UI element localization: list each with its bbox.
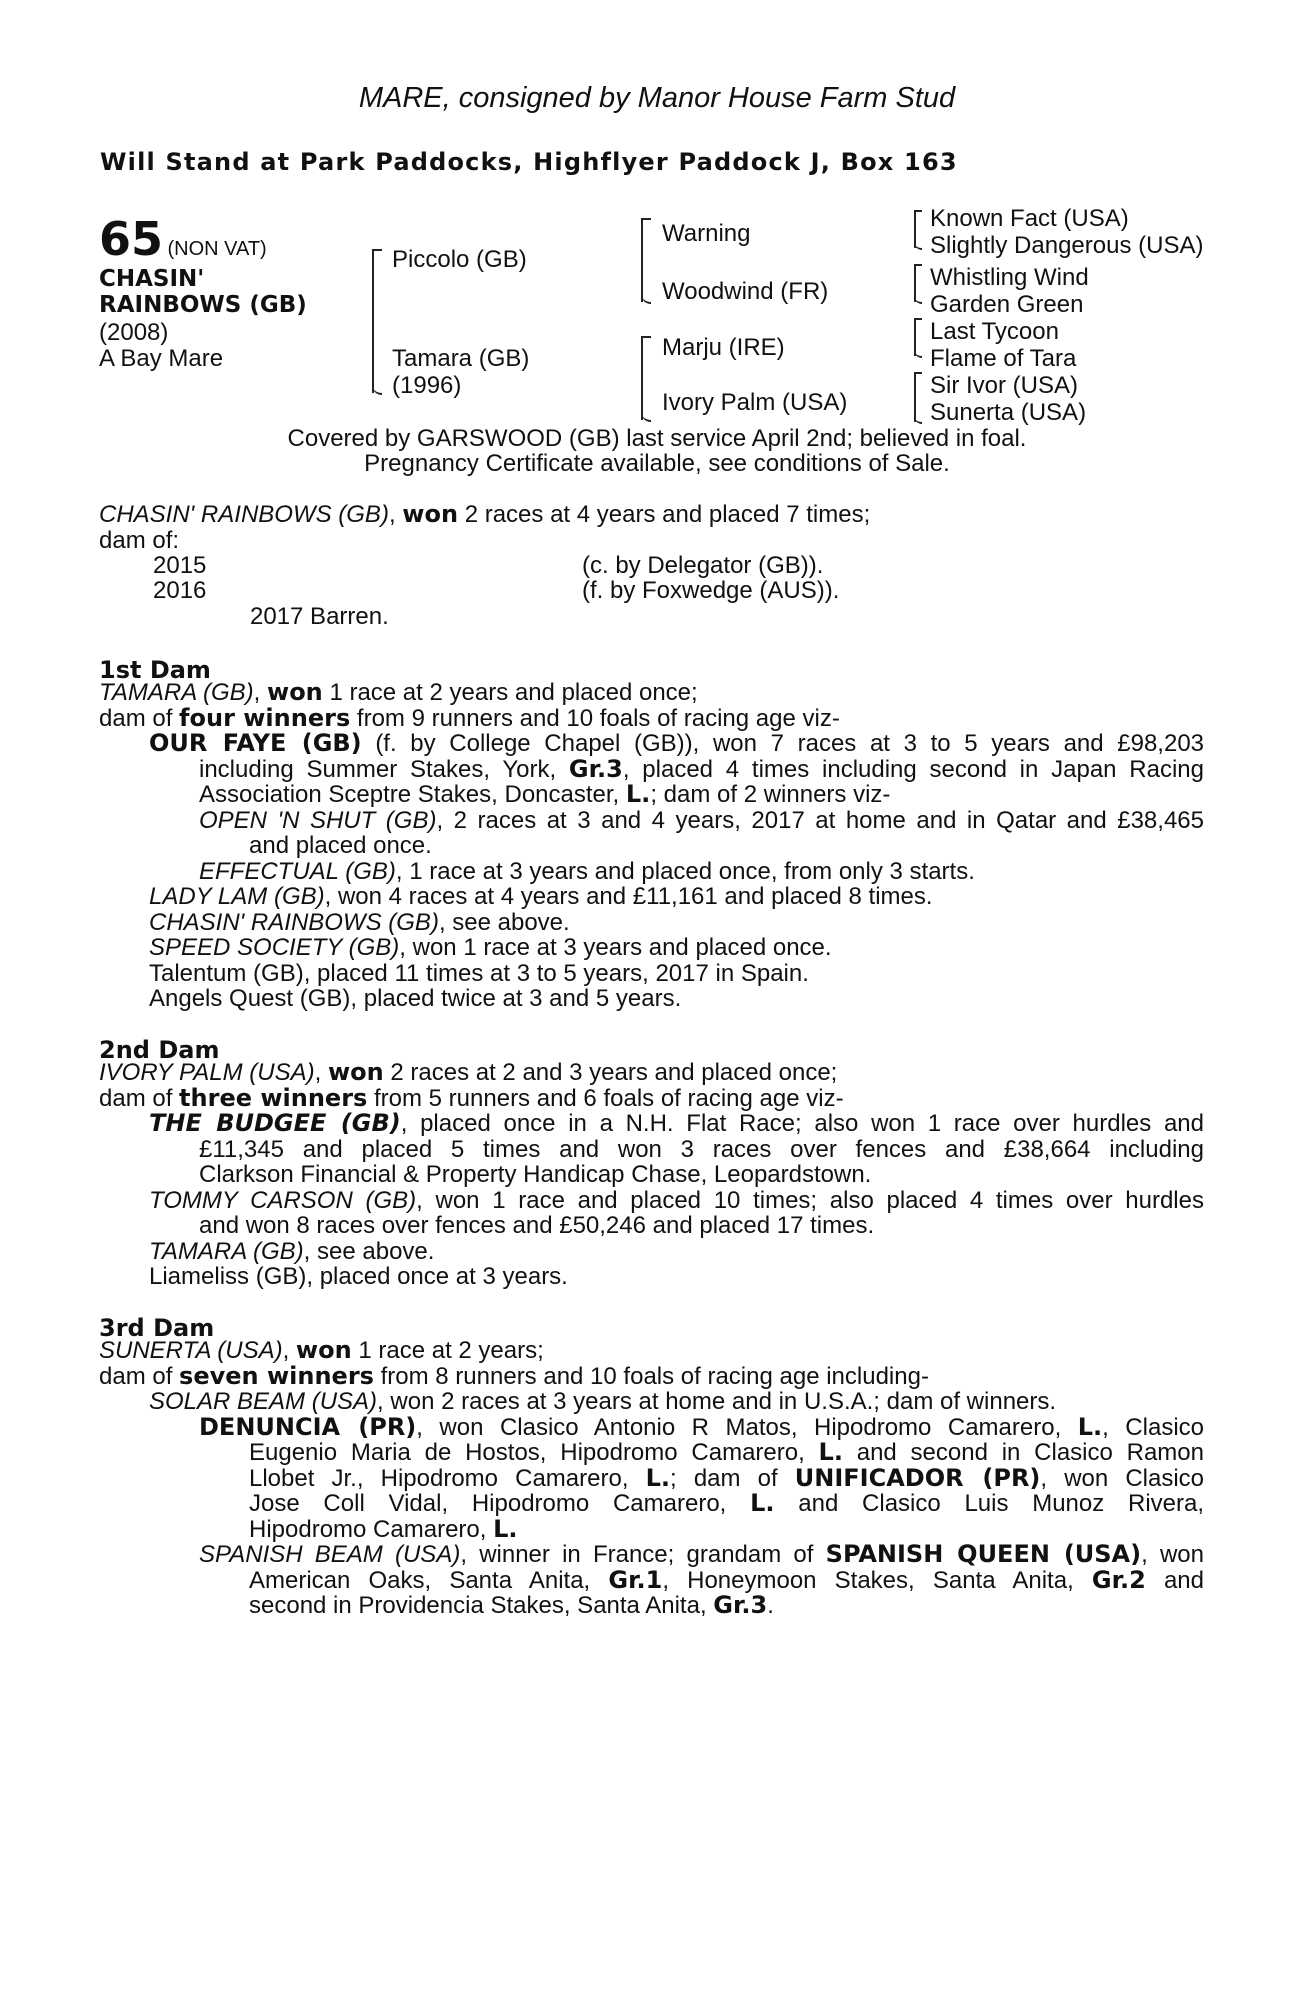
pedigree-g4: Garden Green [930, 291, 1084, 318]
third-dam-name: SUNERTA (USA) [99, 1337, 283, 1364]
progeny-denuncia [199, 1412, 1204, 1441]
vat-status: (NON VAT) [167, 238, 267, 260]
progeny-solar-beam [149, 1389, 1204, 1415]
line-text [249, 1514, 1204, 1543]
pedigree-sire: Piccolo (GB) [392, 246, 527, 273]
line-text: , won 4 races at 4 years and £11,161 and placed 8 times. [324, 883, 933, 910]
line-text: Hipodromo Camarero, [249, 1515, 487, 1543]
line-text: second in Providencia Stakes, Santa Anita, [249, 1592, 707, 1619]
first-dam-heading: 1st Dam [99, 656, 211, 684]
grade: Gr.1 [608, 1565, 663, 1594]
mare-record: 2 races at 4 years and placed 7 times; [464, 501, 871, 528]
line-text: Jose Coll Vidal, Hipodromo Camarero, [249, 1490, 727, 1517]
line-text: Association Sceptre Stakes, Doncaster, [199, 781, 620, 808]
foals-info: from 9 runners and 10 foals of racing age viz- [350, 704, 840, 732]
progeny-chasin-rainbows [149, 910, 1204, 936]
pedigree-g7: Sir Ivor (USA) [930, 372, 1079, 399]
third-dam-heading: 3rd Dam [99, 1314, 215, 1342]
produce-barren: 2017 Barren. [250, 603, 389, 630]
second-dam-record: 2 races at 2 and 3 years and placed once; [390, 1059, 838, 1086]
line-text: Llobet Jr., Hipodromo Camarero, [249, 1464, 629, 1492]
progeny-lady-lam [149, 884, 1204, 910]
horse-name: OPEN 'N SHUT (GB) [199, 806, 437, 834]
horse-name: OUR FAYE (GB) [149, 729, 362, 757]
line-text: , won Clasico Antonio R Matos, Hipodromo Camarero, [416, 1413, 1062, 1441]
dam-of-label: dam of [99, 1084, 180, 1112]
progeny-talentum: Talentum (GB), placed 11 times at 3 to 5 years, 2017 in Spain. [149, 959, 809, 987]
listed: L. [1077, 1412, 1103, 1441]
listed: L. [645, 1463, 671, 1492]
progeny-angels-quest: Angels Quest (GB), placed twice at 3 and 5 years. [149, 985, 682, 1012]
second-dam-heading: 2nd Dam [99, 1036, 220, 1064]
line-text: £11,345 and placed 5 times and won 3 races over fences and £38,664 including [199, 1135, 1204, 1163]
lot-number-line [99, 212, 267, 266]
horse-name-line1: CHASIN' [99, 266, 205, 292]
horse-name: CHASIN' RAINBOWS (GB) [149, 908, 439, 936]
line-text: , won 2 races at 3 years at home and in U.S.A.; dam of winners. [377, 1388, 1057, 1415]
progeny-speed-society [149, 935, 1204, 961]
won-label: won [267, 678, 323, 706]
pedigree-g5: Last Tycoon [930, 318, 1059, 345]
pedigree-g2: Slightly Dangerous (USA) [930, 232, 1204, 259]
line-text: . [767, 1592, 774, 1619]
progeny-spanish-beam [199, 1542, 1204, 1568]
grade: Gr.2 [1091, 1565, 1146, 1594]
pedigree-g1: Known Fact (USA) [930, 205, 1129, 232]
second-dam-name: IVORY PALM (USA) [99, 1059, 315, 1086]
progeny-open-n-shut [199, 808, 1204, 834]
winners-count: four winners [179, 703, 351, 732]
progeny-the-budgee [149, 1111, 1204, 1137]
line-text: , 1 race at 3 years and placed once, from only 3 starts. [395, 857, 975, 885]
progeny-our-faye [149, 731, 1204, 757]
horse-name: SPANISH BEAM (USA) [199, 1541, 461, 1568]
line-text: , won 1 race and placed 10 times; also placed 4 times over hurdles [416, 1186, 1204, 1214]
first-dam-name: TAMARA (GB) [99, 679, 254, 706]
third-dam-section: SUNERTA (USA), won 1 race at 2 years; dam of seven winners from 8 runners and 10 foals of racing age including- SOLAR BEAM (USA), won 2 races at 3 years at home and in U.S.A.; dam of winners. DENUNCIA (PR), won Clasico Antonio R Matos, Hipodromo Camarero, L., Clasico Eugenio Maria de Hostos, Hipodromo Camarero, L. and second in Clasico Ramon Llobet Jr., Hipodromo Camarero, L.; dam of UNIFICADOR (PR), won Clasico Jose Coll Vidal, Hipodromo Camarero, L. and Clasico Luis Munoz Rivera, Hipodromo Camarero, L. SPANISH BEAM (USA), winner in France; grandam of SPANISH QUEEN (USA), won American Oaks, Santa Anita, Gr.1, Honeymoon Stakes, Santa Anita, Gr.2 and second in Providencia Stakes, Santa Anita, Gr.3. [99, 1336, 1205, 1619]
line-text: and won 8 races over fences and £50,246 and placed 17 times. [199, 1212, 875, 1239]
mare-summary: CHASIN' RAINBOWS (GB), won 2 races at 4 years and placed 7 times; dam of: [99, 500, 871, 554]
line-text [249, 1463, 1205, 1492]
won-label: won [295, 1336, 352, 1364]
progeny-tamara [149, 1239, 1204, 1265]
pedigree-dam-dam: Ivory Palm (USA) [662, 389, 848, 416]
line-text: , won [1141, 1541, 1204, 1568]
line-text [249, 1565, 1205, 1594]
produce-year-2016: 2016 [153, 577, 207, 604]
line-text: , 2 races at 3 and 4 years, 2017 at home and in Qatar and £38,465 [436, 806, 1204, 834]
line-text: ; dam of 2 winners viz- [650, 781, 891, 808]
grade: Gr.3 [713, 1591, 768, 1619]
pedigree-sire-dam: Woodwind (FR) [662, 278, 829, 305]
dam-of-label: dam of [99, 1362, 180, 1390]
line-text: (f. by College Chapel (GB)), won 7 races at 3 to 5 years and £98,203 [375, 730, 1205, 757]
second-dam-section: IVORY PALM (USA), won 2 races at 2 and 3 years and placed once; dam of three winners from 5 runners and 6 foals of racing age viz- THE BUDGEE (GB), placed once in a N.H. Flat Race; also won 1 race over hurdles and £11,345 and placed 5 times and won 3 races over fences and £38,664 including Clarkson Financial & Property Handicap Chase, Leopardstown. TOMMY CARSON (GB), won 1 race and placed 10 times; also placed 4 times over hurdles and won 8 races over fences and £50,246 and placed 17 times. TAMARA (GB), see above. Liameliss (GB), placed once at 3 years. [99, 1058, 1204, 1290]
produce-detail-2015: (c. by Delegator (GB)). [582, 552, 824, 579]
line-text [249, 1491, 1204, 1517]
won-label: won [402, 500, 459, 528]
grade: Gr.3 [568, 754, 623, 783]
line-text: , Honeymoon Stakes, Santa Anita, [662, 1566, 1074, 1594]
horse-description: A Bay Mare [99, 345, 224, 372]
line-text: Clarkson Financial & Property Handicap Chase, Leopardstown. [199, 1161, 872, 1188]
pedigree-dam-year: (1996) [392, 372, 462, 399]
pedigree-dam: Tamara (GB) [392, 345, 530, 372]
line-text [249, 1593, 1204, 1619]
line-text: and second in Clasico Ramon [842, 1439, 1204, 1466]
foals-info: from 5 runners and 6 foals of racing age viz- [367, 1084, 844, 1112]
horse-name: UNIFICADOR (PR) [794, 1463, 1041, 1492]
line-text: , placed 4 times including second in Japan Racing [622, 755, 1204, 783]
pregnancy-info: Pregnancy Certificate available, see conditions of Sale. [364, 450, 950, 477]
third-dam-record: 1 race at 2 years; [358, 1337, 544, 1364]
listed: L. [493, 1514, 518, 1543]
produce-detail-2016: (f. by Foxwedge (AUS)). [582, 577, 840, 604]
line-text [199, 754, 1204, 783]
horse-name-line2: RAINBOWS (GB) [99, 292, 307, 318]
progeny-liameliss: Liameliss (GB), placed once at 3 years. [149, 1263, 568, 1290]
page-title: MARE, consigned by Manor House Farm Stud [358, 82, 956, 114]
covering-info: Covered by GARSWOOD (GB) last service April 2nd; believed in foal. [287, 425, 1027, 452]
foaling-year: (2008) [99, 319, 169, 346]
dam-of-label: dam of [99, 704, 180, 732]
progeny-tommy-carson [149, 1188, 1204, 1214]
line-text: , see above. [303, 1237, 435, 1265]
progeny-effectual [199, 859, 1204, 885]
won-label: won [327, 1058, 384, 1086]
horse-name: TOMMY CARSON (GB) [149, 1186, 417, 1214]
pedigree-g6: Flame of Tara [930, 345, 1077, 372]
produce-year-2015: 2015 [153, 552, 207, 579]
line-text: , won 1 race at 3 years and placed once. [399, 934, 832, 961]
horse-name: EFFECTUAL (GB) [199, 857, 396, 885]
lot-number: 65 [99, 212, 164, 266]
winners-count: three winners [179, 1083, 368, 1112]
horse-name: TAMARA (GB) [149, 1237, 304, 1265]
line-text: and [1145, 1566, 1205, 1594]
winners-count: seven winners [179, 1361, 374, 1390]
line-text: , Clasico [1102, 1413, 1204, 1441]
line-text: and Clasico Luis Munoz Rivera, [774, 1490, 1205, 1517]
pedigree-sire-sire: Warning [662, 220, 751, 247]
listed: L. [625, 780, 651, 808]
horse-name: SPANISH QUEEN (USA) [825, 1540, 1142, 1568]
line-text [249, 1440, 1204, 1466]
pedigree-g8: Sunerta (USA) [930, 399, 1087, 426]
stand-location: Will Stand at Park Paddocks, Highflyer Paddock J, Box 163 [100, 148, 958, 176]
mare-name: CHASIN' RAINBOWS (GB) [99, 501, 389, 528]
line-text: and placed once. [249, 832, 432, 859]
first-dam-section: TAMARA (GB), won 1 race at 2 years and placed once; dam of four winners from 9 runners and 10 foals of racing age viz- OUR FAYE (GB) (f. by College Chapel (GB)), won 7 races at 3 to 5 years and £98,203 including Summer Stakes, York, Gr.3, placed 4 times including second in Japan Racing Association Sceptre Stakes, Doncaster, L.; dam of 2 winners viz- OPEN 'N SHUT (GB), 2 races at 3 and 4 years, 2017 at home and in Qatar and £38,465 and placed once. EFFECTUAL (GB), 1 race at 3 years and placed once, from only 3 starts. LADY LAM (GB), won 4 races at 4 years and £11,161 and placed 8 times. CHASIN' RAINBOWS (GB), see above. SPEED SOCIETY (GB), won 1 race at 3 years and placed once. Talentum (GB), placed 11 times at 3 to 5 years, 2017 in Spain. Angels Quest (GB), placed twice at 3 and 5 years. [99, 678, 1205, 1012]
horse-name: DENUNCIA (PR) [199, 1412, 417, 1441]
line-text: Eugenio Maria de Hostos, Hipodromo Camarero, [249, 1439, 805, 1466]
horse-name: LADY LAM (GB) [149, 883, 325, 910]
line-text: including Summer Stakes, York, [199, 755, 557, 783]
line-text: American Oaks, Santa Anita, [249, 1566, 591, 1594]
dam-of-label: dam of: [99, 526, 180, 554]
pedigree-g3: Whistling Wind [930, 264, 1089, 291]
line-text: , winner in France; grandam of [460, 1541, 826, 1568]
horse-name: SPEED SOCIETY (GB) [149, 934, 400, 961]
horse-name: THE BUDGEE (GB) [149, 1109, 401, 1137]
listed: L. [750, 1489, 775, 1517]
line-text: , placed once in a N.H. Flat Race; also won 1 race over hurdles and [400, 1110, 1204, 1137]
listed: L. [818, 1438, 843, 1466]
line-text [199, 782, 1204, 808]
pedigree-dam-sire: Marju (IRE) [662, 334, 785, 361]
line-text: , see above. [438, 908, 570, 936]
foals-info: from 8 runners and 10 foals of racing age including- [373, 1362, 929, 1390]
horse-name: SOLAR BEAM (USA) [149, 1388, 378, 1415]
line-text: , won Clasico [1040, 1464, 1205, 1492]
line-text: ; dam of [670, 1464, 795, 1492]
first-dam-record: 1 race at 2 years and placed once; [329, 679, 698, 706]
